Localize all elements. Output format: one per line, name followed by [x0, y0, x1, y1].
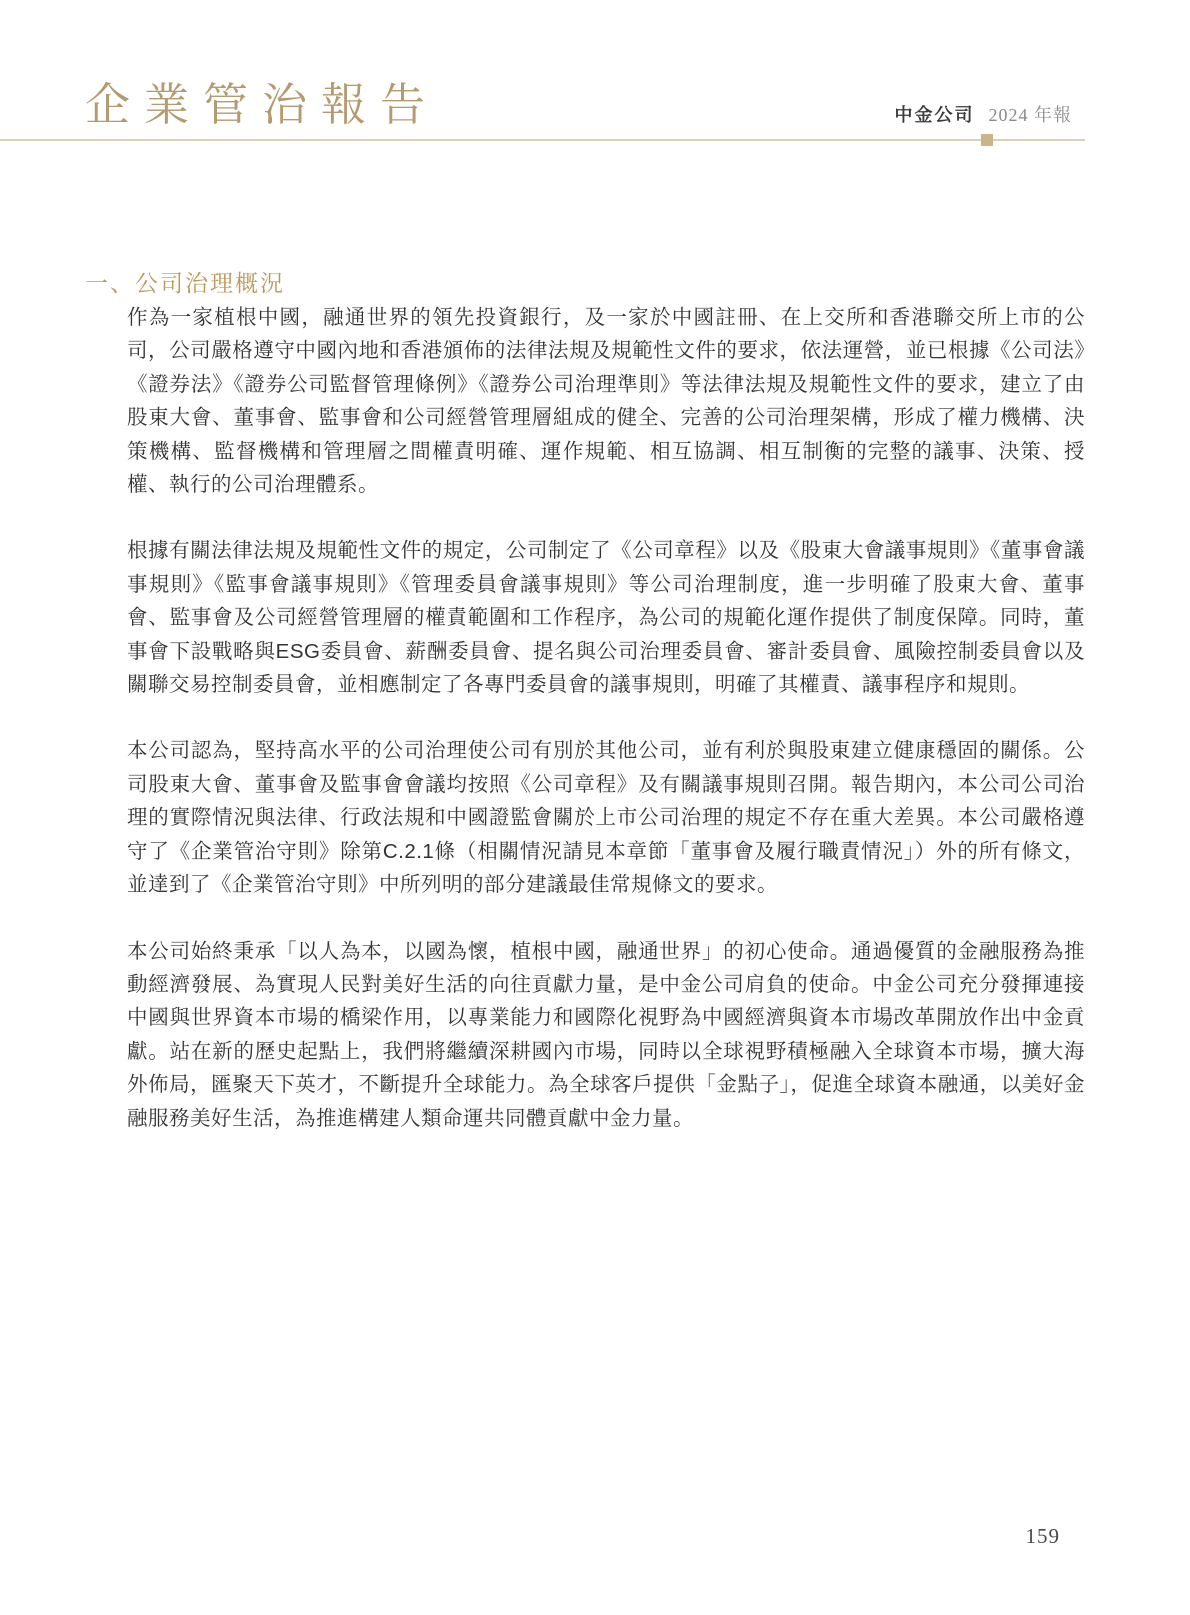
header-meta — [895, 101, 1073, 127]
section-heading: 一、公司治理概況 — [85, 270, 285, 296]
header-rule — [0, 139, 1085, 141]
paragraph-3: 本公司認為，堅持高水平的公司治理使公司有別於其他公司，並有利於與股東建立健康穩固的關係。公司股東大會、董事會及監事會會議均按照《公司章程》及有關議事規則召開。報告期內，本公司公司治理的實際情況與法律、行政法規和中國證監會關於上市公司治理的規定不存在重大差異。本公司嚴格遵守了《企業管治守則》除第C.2.1條（相關情況請見本章節「董事會及履行職責情況」）外的所有條文，並達到了《企業管治守則》中所列明的部分建議最佳常規條文的要求。 — [127, 739, 1085, 897]
report-year-label: 2024 年報 — [988, 105, 1072, 125]
paragraph-4: 本公司始終秉承「以人為本，以國為懷，植根中國，融通世界」的初心使命。通過優質的金融服務為推動經濟發展、為實現人民對美好生活的向往貢獻力量，是中金公司肩負的使命。中金公司充分發揮連接中國與世界資本市場的橋梁作用，以專業能力和國際化視野為中國經濟與資本市場改革開放作出中金貢獻。站在新的歷史起點上，我們將繼續深耕國內市場，同時以全球視野積極融入全球資本市場，擴大海外佈局，匯聚天下英才，不斷提升全球能力。為全球客戶提供「金點子」，促進全球資本融通，以美好金融服務美好生活，為推進構建人類命運共同體貢獻中金力量。 — [127, 939, 1085, 1130]
body-text-block — [127, 301, 1085, 1168]
paragraph-2: 根據有關法律法規及規範性文件的規定，公司制定了《公司章程》以及《股東大會議事規則》《董事會議事規則》《監事會議事規則》《管理委員會議事規則》等公司治理制度，進一步明確了股東大會、董事會、監事會及公司經營管理層的權責範圍和工作程序，為公司的規範化運作提供了制度保障。同時，董事會下設戰略與ESG委員會、薪酬委員會、提名與公司治理委員會、審計委員會、風險控制委員會以及關聯交易控制委員會，並相應制定了各專門委員會的議事規則，明確了其權責、議事程序和規則。 — [127, 539, 1085, 697]
page-number: 159 — [1025, 1524, 1060, 1548]
page-title: 企業管治報告 — [85, 80, 440, 130]
paragraph-1: 作為一家植根中國，融通世界的領先投資銀行，及一家於中國註冊、在上交所和香港聯交所上市的公司，公司嚴格遵守中國內地和香港頒佈的法律法規及規範性文件的要求，依法運營，並已根據《公司法》《證券法》《證券公司監督管理條例》《證券公司治理準則》等法律法規及規範性文件的要求，建立了由股東大會、董事會、監事會和公司經營管理層組成的健全、完善的公司治理架構，形成了權力機構、決策機構、監督機構和管理層之間權責明確、運作規範、相互協調、相互制衡的完整的議事、決策、授權、執行的公司治理體系。 — [127, 306, 1085, 497]
rule-square-marker — [981, 134, 993, 146]
company-name: 中金公司 — [894, 105, 975, 125]
